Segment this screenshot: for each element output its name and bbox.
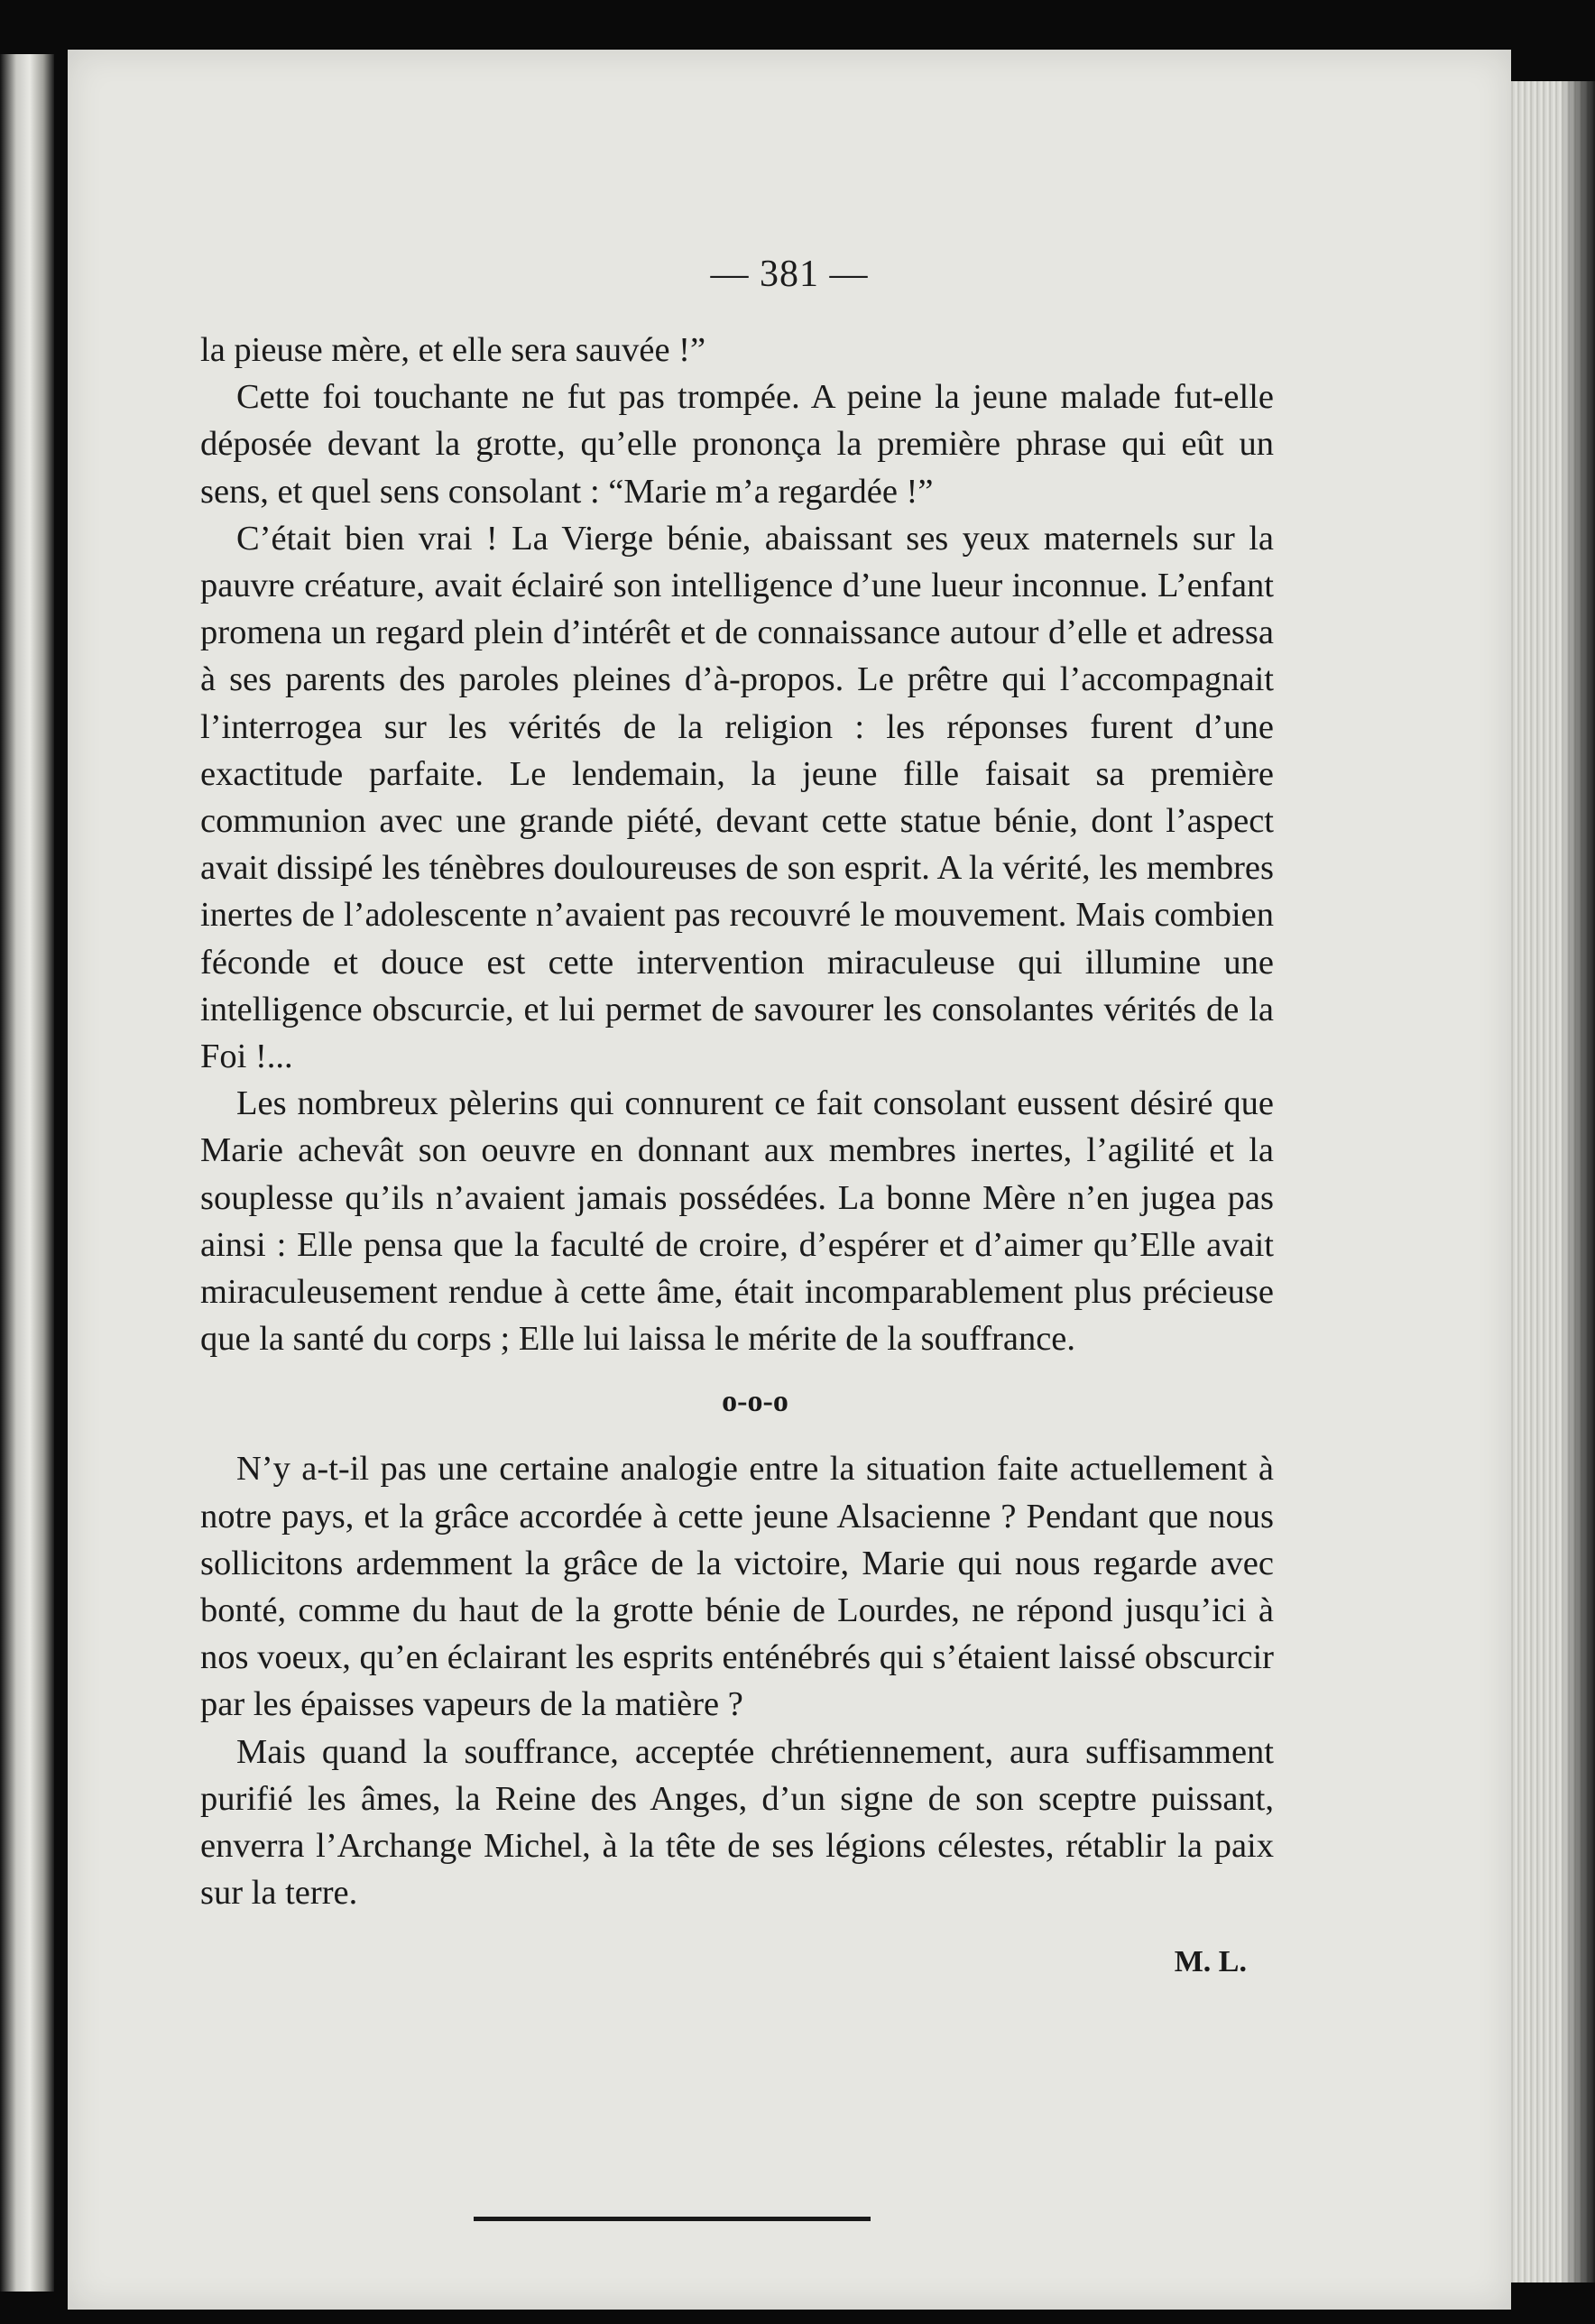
paragraph: Cette foi touchante ne fut pas trompée. A peine la jeune malade fut-elle déposée devant la grotte, qu’elle prononça la première phrase qui eût un sens, et quel sens consolant : “Marie m’a regardée !” [200, 378, 1274, 511]
paragraph: Les nombreux pèlerins qui connurent ce fait consolant eussent désiré que Marie achevât son oeuvre en donnant aux membres inertes, l’agilité et la souplesse qu’ils n’avaient jamais possédées. La bonne Mère n’en jugea pas ainsi : Elle pensa que la faculté de croire, d’espérer et d’aimer qu’Elle avait miraculeusement rendue à cette âme, était incomparablement plus précieuse que la santé du corps ; Elle lui laissa le mérite de la souffrance. [200, 1084, 1274, 1359]
paragraph: N’y a-t-il pas une certaine analogie entre la situation faite actuellement à notre pays, et la grâce accordée à cette jeune Alsacienne ? Pendant que nous sollicitons ardemment la grâce de la victoire, Marie qui nous regarde avec bonté, comme du haut de la grotte bénie de Lourdes, ne répond jusqu’ici à nos voeux, qu’en éclairant les esprits enténébrés qui s’étaient laissé obscurcir par les épaisses vapeurs de la matière ? [200, 1450, 1274, 1724]
paragraph-continuation: la pieuse mère, et elle sera sauvée !” [200, 331, 706, 369]
paragraph: C’était bien vrai ! La Vierge bénie, abaissant ses yeux maternels sur la pauvre créature, avait éclairé son intelligence d’une lueur inconnue. L’enfant promena un regard plein d’intérêt et de connaissance autour d’elle et adressa à ses parents des paroles pleines d’à-propos. Le prêtre qui l’accompagnait l’interrogea sur les vérités de la religion : les réponses furent d’une exactitude parfaite. Le lendemain, la jeune fille faisait sa première communion avec une grande piété, devant cette statue bénie, dont l’aspect avait dissipé les ténèbres douloureuses de son esprit. A la vérité, les membres inertes de l’adolescente n’avaient pas recouvré le mouvement. Mais combien féconde et douce est cette intervention miraculeuse qui illumine une intelligence obscurcie, et lui permet de savourer les consolantes vérités de la Foi !... [200, 519, 1274, 1076]
section-separator: o-o-o [722, 1385, 788, 1419]
end-rule [474, 2217, 871, 2221]
book-left-edge [0, 54, 54, 2292]
paragraph: Mais quand la souffrance, acceptée chrétiennement, aura suffisamment purifié les âmes, la Reine des Anges, d’un signe de son sceptre puissant, enverra l’Archange Michel, à la tête de ses légions célestes, rétablir la paix sur la terre. [200, 1732, 1274, 1913]
author-signature: M. L. [1174, 1944, 1247, 1978]
body-text [200, 327, 1274, 1986]
page-number: — 381 — [710, 254, 869, 295]
book-edge-shadow [1561, 81, 1595, 2282]
